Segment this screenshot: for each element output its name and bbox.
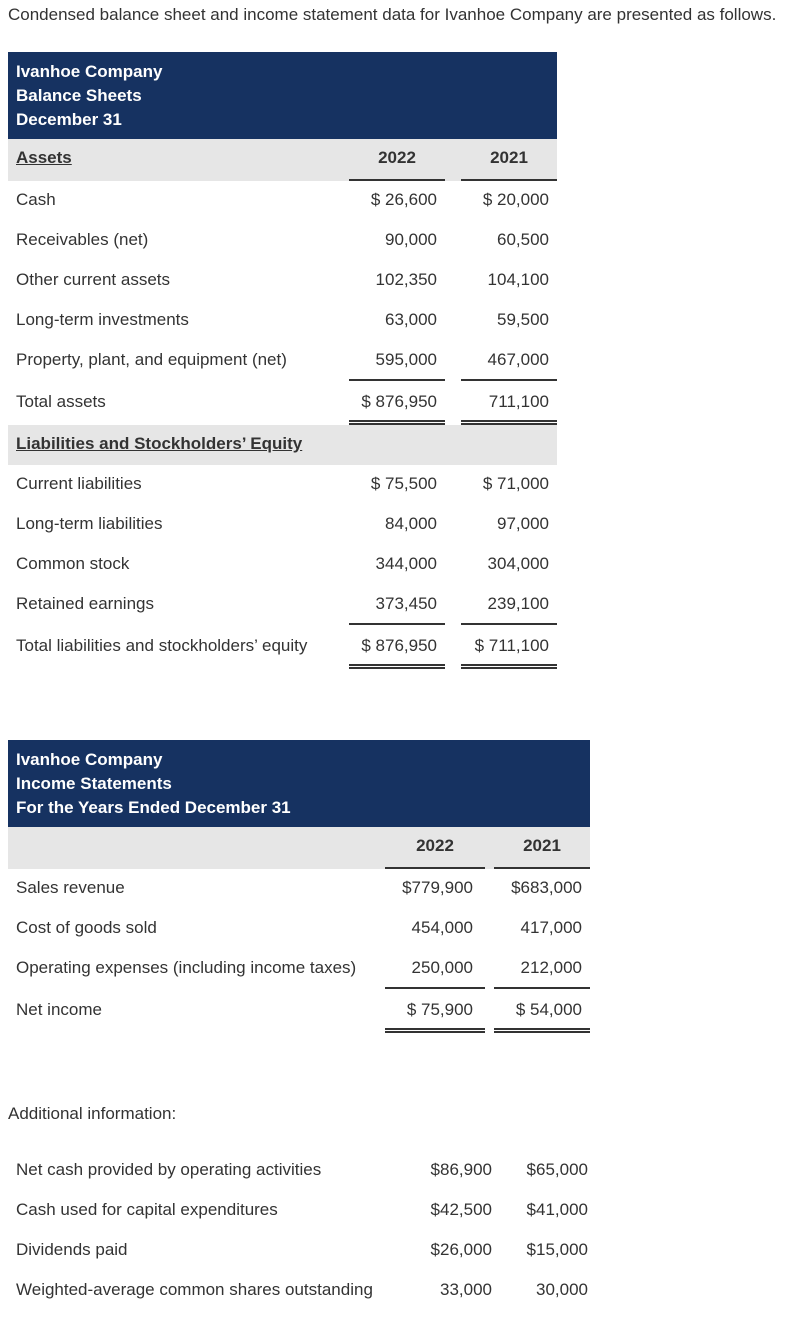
table-row: Long-term investments 63,000 59,500 [16,310,549,329]
year-2021-heading: 2021 [523,836,561,855]
list-item: Net cash provided by operating activities $86,900 $65,000 [16,1160,588,1179]
table-row: Property, plant, and equipment (net) 595,000 467,000 [8,341,557,381]
year-2022-heading: 2022 [378,148,416,167]
statement-title: Income Statements [16,774,172,793]
balance-sheet-table [8,52,557,669]
company-name: Ivanhoe Company [16,62,163,81]
assets-heading: Assets [16,148,72,167]
year-2021-heading: 2021 [490,148,528,167]
year-2022-heading: 2022 [416,836,454,855]
table-row: Retained earnings 373,450 239,100 [8,585,557,625]
income-statement-header [8,740,590,827]
statement-title: Balance Sheets [16,86,142,105]
assets-column-header [8,139,557,181]
income-statement-table [8,740,590,1033]
table-row: Common stock 344,000 304,000 [16,554,549,573]
liabilities-section-header: Liabilities and Stockholders’ Equity [8,425,557,465]
table-row: Current liabilities $ 75,500 $ 71,000 [16,474,549,493]
table-row: Cash $ 26,600 $ 20,000 [16,190,549,209]
statement-date: December 31 [16,110,122,129]
total-assets-row: Total assets $ 876,950 711,100 [8,381,557,425]
total-liabilities-row: Total liabilities and stockholders’ equity $ 876,950 $ 711,100 [8,625,557,669]
balance-sheet-header [8,52,557,139]
income-column-header [8,827,590,869]
table-row: Long-term liabilities 84,000 97,000 [16,514,549,533]
table-row: Other current assets 102,350 104,100 [16,270,549,289]
list-item: Weighted-average common shares outstanding 33,000 30,000 [16,1280,588,1299]
intro-text: Condensed balance sheet and income statement data for Ivanhoe Company are presented as follows. [8,5,777,24]
table-row: Cost of goods sold 454,000 417,000 [16,918,582,937]
net-income-row: Net income $ 75,900 $ 54,000 [8,989,590,1033]
additional-info-heading: Additional information: [8,1104,177,1123]
table-row: Receivables (net) 90,000 60,500 [16,230,549,249]
list-item: Cash used for capital expenditures $42,500 $41,000 [16,1200,588,1219]
list-item: Dividends paid $26,000 $15,000 [16,1240,588,1259]
statement-period: For the Years Ended December 31 [16,798,291,817]
company-name: Ivanhoe Company [16,750,163,769]
table-row: Operating expenses (including income taxes) 250,000 212,000 [8,949,590,989]
table-row: Sales revenue $779,900 $683,000 [16,878,582,897]
